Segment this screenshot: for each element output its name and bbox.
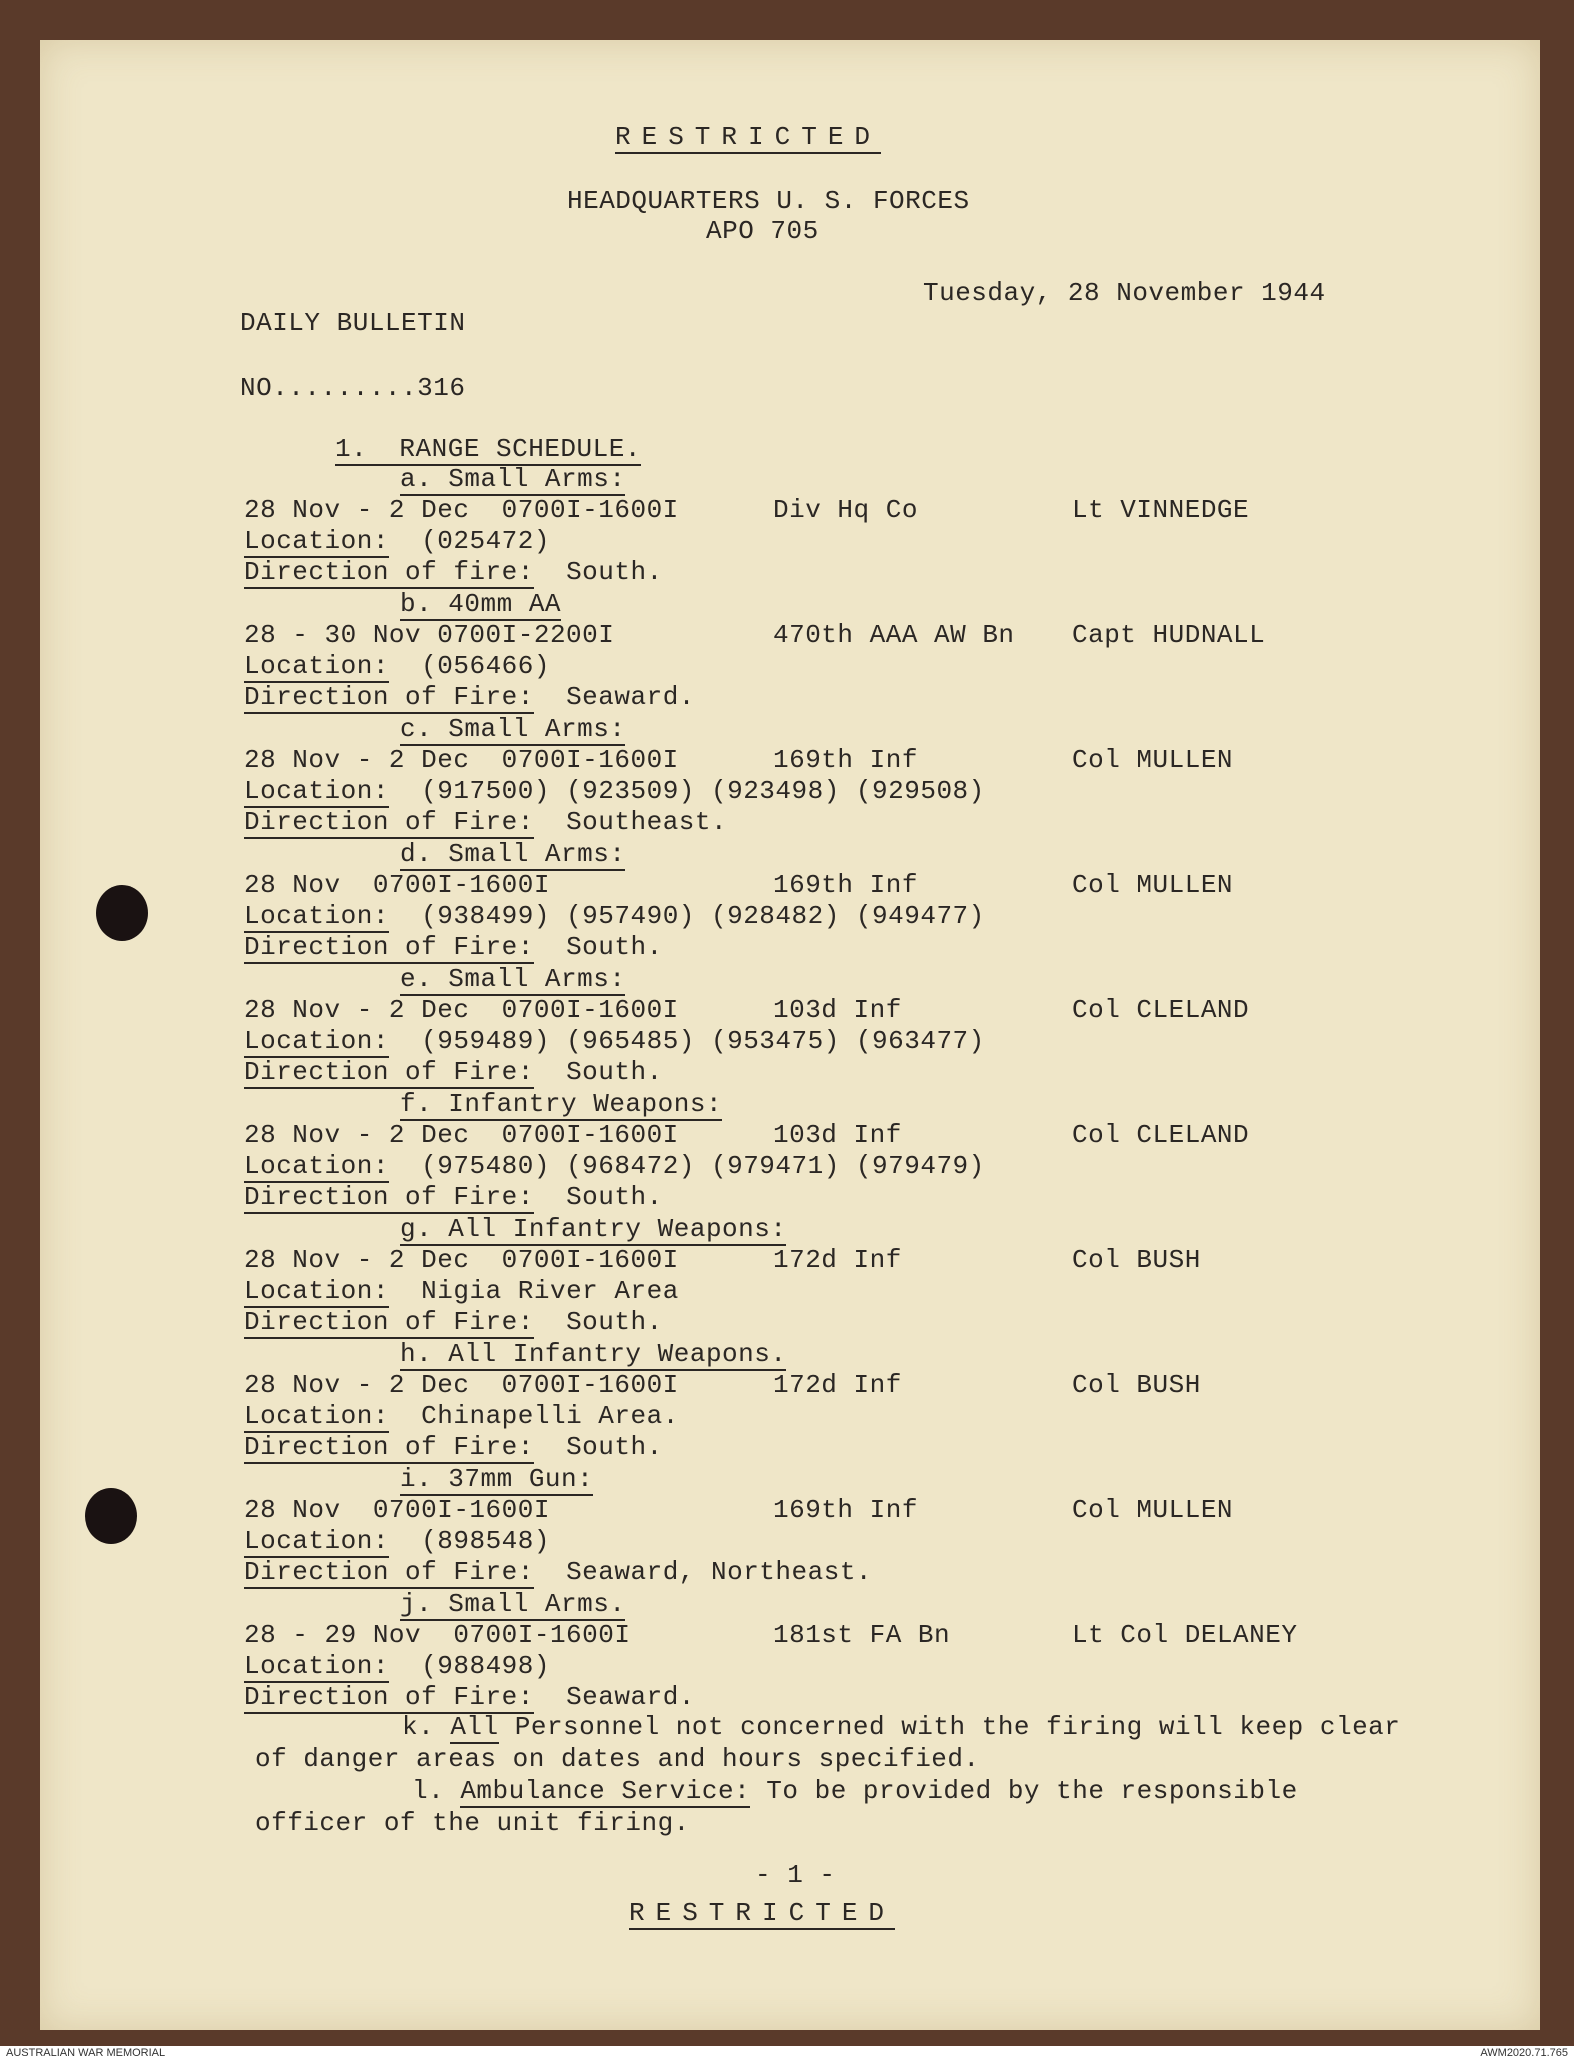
entry-location-value: Nigia River Area: [421, 1276, 679, 1306]
entry-direction-value: South.: [566, 1182, 663, 1212]
entry-subheading: [400, 714, 625, 744]
entry-subheading-text: e. Small Arms:: [400, 964, 626, 994]
note-l-prefix: l.: [412, 1776, 445, 1806]
entry-dates: 28 Nov 0700I-1600I: [244, 870, 550, 900]
entry-subheading-text: f. Infantry Weapons:: [400, 1089, 723, 1119]
entry-location-value: (025472): [421, 526, 550, 556]
entry-direction-value: Southeast.: [566, 807, 728, 837]
entry-dates: 28 Nov - 2 Dec 0700I-1600I: [244, 1120, 679, 1150]
entry-officer: Col MULLEN: [1072, 1495, 1234, 1525]
entry-direction-label: Direction of Fire:: [244, 1182, 534, 1212]
entry-subheading: [400, 1089, 722, 1119]
entry-location: [244, 1276, 679, 1306]
entry-direction-label: Direction of Fire:: [244, 1307, 534, 1337]
entry-location-value: (975480) (968472) (979471) (979479): [421, 1151, 985, 1181]
entry-subheading-text: d. Small Arms:: [400, 839, 626, 869]
entry-unit: 172d Inf: [773, 1370, 902, 1400]
entry-dates: 28 - 30 Nov 0700I-2200I: [244, 620, 615, 650]
entry-direction-value: South.: [566, 1307, 663, 1337]
entry-location: [244, 1651, 550, 1681]
entry-officer: Col BUSH: [1072, 1370, 1201, 1400]
entry-location-value: (898548): [421, 1526, 550, 1556]
entry-direction-value: South.: [566, 1432, 663, 1462]
note-k-head: All: [450, 1712, 499, 1742]
entry-officer: Col MULLEN: [1072, 870, 1234, 900]
entry-location-label: Location:: [244, 526, 389, 556]
entry-direction-value: South.: [566, 932, 663, 962]
note-k-line-2: of danger areas on dates and hours specified.: [255, 1744, 980, 1774]
entry-subheading: [400, 1464, 593, 1494]
punch-hole-bottom: [85, 1488, 137, 1544]
entry-unit: 172d Inf: [773, 1245, 902, 1275]
entry-location-value: (917500) (923509) (923498) (929508): [421, 776, 985, 806]
entry-subheading: [400, 964, 625, 994]
entry-subheading-text: j. Small Arms.: [400, 1589, 626, 1619]
entry-officer: Col CLELAND: [1072, 995, 1250, 1025]
entry-location: [244, 776, 985, 806]
note-l-head: Ambulance Service:: [460, 1776, 751, 1806]
entry-direction-label: Direction of Fire:: [244, 1057, 534, 1087]
entry-location-value: (959489) (965485) (953475) (963477): [421, 1026, 985, 1056]
entry-direction-value: South.: [566, 1057, 663, 1087]
entry-location: [244, 651, 550, 681]
entry-officer: Col BUSH: [1072, 1245, 1201, 1275]
entry-unit: 470th AAA AW Bn: [773, 620, 1015, 650]
bulletin-title: DAILY BULLETIN: [240, 308, 466, 338]
entry-direction-value: Seaward.: [566, 1682, 695, 1712]
entry-dates: 28 Nov - 2 Dec 0700I-1600I: [244, 745, 679, 775]
entry-subheading: [400, 589, 561, 619]
entry-location: [244, 1526, 550, 1556]
entry-dates: 28 Nov 0700I-1600I: [244, 1495, 550, 1525]
entry-location: [244, 526, 550, 556]
entry-location-value: (988498): [421, 1651, 550, 1681]
entry-dates: 28 Nov - 2 Dec 0700I-1600I: [244, 1370, 679, 1400]
entry-location: [244, 1401, 679, 1431]
entry-location-value: Chinapelli Area.: [421, 1401, 679, 1431]
entry-location-label: Location:: [244, 1401, 389, 1431]
entry-direction-label: Direction of Fire:: [244, 1432, 534, 1462]
entry-officer: Col MULLEN: [1072, 745, 1234, 775]
entry-unit: 169th Inf: [773, 745, 918, 775]
entry-subheading-text: h. All Infantry Weapons.: [400, 1339, 787, 1369]
entry-direction-value: Seaward, Northeast.: [566, 1557, 873, 1587]
entry-dates: 28 Nov - 2 Dec 0700I-1600I: [244, 1245, 679, 1275]
entry-direction: [244, 1182, 663, 1212]
note-k-line-1: [402, 1712, 1400, 1742]
entry-unit: Div Hq Co: [773, 495, 918, 525]
entry-unit: 103d Inf: [773, 1120, 902, 1150]
entry-location-label: Location:: [244, 1526, 389, 1556]
punch-hole-top: [96, 885, 148, 941]
entry-direction-value: South.: [566, 557, 663, 587]
archive-reference: AWM2020.71.765: [1480, 2047, 1568, 2059]
entry-location-label: Location:: [244, 1151, 389, 1181]
entry-officer: Col CLELAND: [1072, 1120, 1250, 1150]
note-l-line-2: officer of the unit firing.: [255, 1808, 690, 1838]
entry-subheading-text: c. Small Arms:: [400, 714, 626, 744]
entry-direction-label: Direction of Fire:: [244, 807, 534, 837]
entry-unit: 169th Inf: [773, 1495, 918, 1525]
org-line-2: APO 705: [706, 216, 819, 246]
entry-direction: [244, 1307, 663, 1337]
entry-location-label: Location:: [244, 1276, 389, 1306]
entry-direction: [244, 1557, 872, 1587]
entry-direction: [244, 1432, 663, 1462]
entry-direction-label: Direction of fire:: [244, 557, 534, 587]
entry-subheading: [400, 1589, 625, 1619]
entry-location-label: Location:: [244, 1651, 389, 1681]
entry-direction: [244, 932, 663, 962]
note-k-prefix: k.: [402, 1712, 435, 1742]
section-title: [335, 434, 641, 464]
entry-subheading-text: b. 40mm AA: [400, 589, 562, 619]
entry-dates: 28 Nov - 2 Dec 0700I-1600I: [244, 995, 679, 1025]
bulletin-date: Tuesday, 28 November 1944: [923, 278, 1326, 308]
entry-direction-value: Seaward.: [566, 682, 695, 712]
page-number: - 1 -: [755, 1860, 836, 1890]
entry-unit: 103d Inf: [773, 995, 902, 1025]
entry-direction-label: Direction of Fire:: [244, 1682, 534, 1712]
entry-direction-label: Direction of Fire:: [244, 1557, 534, 1587]
entry-direction: [244, 682, 695, 712]
section-title-text: 1. RANGE SCHEDULE.: [335, 434, 641, 464]
note-l-line-1: [412, 1776, 1298, 1806]
entry-location-label: Location:: [244, 901, 389, 931]
entry-dates: 28 - 29 Nov 0700I-1600I: [244, 1620, 631, 1650]
entry-location-label: Location:: [244, 776, 389, 806]
entry-officer: Lt VINNEDGE: [1072, 495, 1250, 525]
entry-location: [244, 1151, 985, 1181]
note-l-text: To be provided by the responsible: [750, 1776, 1298, 1806]
entry-subheading-text: g. All Infantry Weapons:: [400, 1214, 787, 1244]
entry-subheading-text: a. Small Arms:: [400, 464, 626, 494]
entry-direction-label: Direction of Fire:: [244, 682, 534, 712]
entry-direction: [244, 557, 663, 587]
archive-footer-bar: [0, 2046, 1574, 2061]
entry-direction: [244, 1057, 663, 1087]
entry-subheading-text: i. 37mm Gun:: [400, 1464, 594, 1494]
restricted-header-top: RESTRICTED: [615, 122, 882, 152]
bulletin-number: NO.........316: [240, 373, 466, 403]
entry-location-label: Location:: [244, 1026, 389, 1056]
entry-subheading: [400, 464, 625, 494]
entry-direction: [244, 1682, 695, 1712]
entry-subheading: [400, 1339, 786, 1369]
entry-subheading: [400, 1214, 786, 1244]
org-line-1: HEADQUARTERS U. S. FORCES: [567, 186, 970, 216]
restricted-header-bottom: RESTRICTED: [629, 1898, 896, 1928]
entry-unit: 181st FA Bn: [773, 1620, 951, 1650]
entry-direction-label: Direction of Fire:: [244, 932, 534, 962]
entry-officer: Lt Col DELANEY: [1072, 1620, 1298, 1650]
entry-location: [244, 1026, 985, 1056]
entry-dates: 28 Nov - 2 Dec 0700I-1600I: [244, 495, 679, 525]
entry-unit: 169th Inf: [773, 870, 918, 900]
archive-credit: AUSTRALIAN WAR MEMORIAL: [6, 2047, 166, 2059]
entry-officer: Capt HUDNALL: [1072, 620, 1266, 650]
entry-location-label: Location:: [244, 651, 389, 681]
entry-subheading: [400, 839, 625, 869]
entry-location-value: (938499) (957490) (928482) (949477): [421, 901, 985, 931]
entry-location: [244, 901, 985, 931]
note-k-text: Personnel not concerned with the firing will keep clear: [498, 1712, 1401, 1742]
entry-location-value: (056466): [421, 651, 550, 681]
entry-direction: [244, 807, 727, 837]
